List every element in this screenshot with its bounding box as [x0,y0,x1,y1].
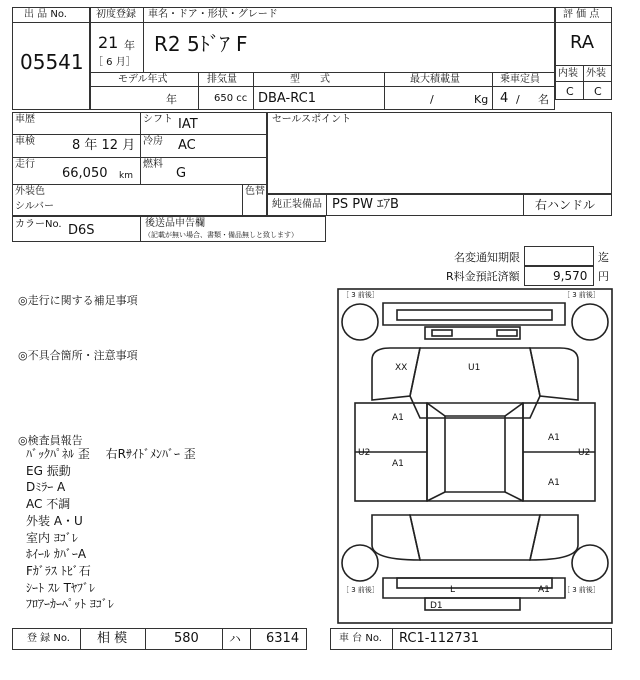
inspector-note: EG 振動 [26,463,71,478]
inspection-label: 車検 [15,136,35,147]
shift-value: IAT [178,117,198,132]
inspector-note: ﾊﾞｯｸﾊﾟﾈﾙ 歪 右Rｻｲﾄﾞﾒﾝﾊﾞｰ 歪 [26,447,196,461]
reg-kana: ハ [229,632,242,646]
sales-point-label: セールスポイント [272,114,352,125]
mark-a1-rear-right: A1 [548,478,560,488]
recycle-value: 9,570 [553,269,588,283]
max-load-label: 最大積載量 [410,74,460,85]
rating: RA [570,32,595,53]
first-reg-year: 21 [98,33,119,52]
displacement: 650 cc [214,93,248,104]
inspector-note: Fｶﾞﾗｽ ﾄﾋﾞ石 [26,563,91,578]
mark-a1-rear: A1 [538,585,550,595]
capacity-label: 乗車定員 [500,74,540,85]
lot-no-label: 出 品 No. [24,9,67,20]
docs-label: 後送品申告欄 [145,218,205,229]
type-label: 型 式 [290,74,330,85]
reg-no-label: 登 録 No. [27,633,70,644]
handle-value: 右ハンドル [535,198,596,212]
interior-label: 内装 [558,68,578,79]
recolor-label: 色替 [245,186,265,197]
inspector-note: ﾎｲｰﾙ ｶﾊﾞｰA [26,547,87,562]
mark-d1: D1 [430,601,443,611]
inspector-note: ｼｰﾄ ｽﾚ Tﾔﾌﾞﾚ [26,580,95,595]
exterior-grade: C [594,85,602,98]
rating-label: 評 価 点 [563,9,600,20]
car-label: 車名・ドア・形状・グレード [148,9,278,20]
color-value: シルバー [15,201,55,212]
chassis-value: RC1-112731 [399,631,480,646]
name-change-unit: 迄 [598,251,609,264]
defects-section-title: ◎不具合箇所・注意事項 [18,349,138,362]
inspector-section-title: ◎検査員報告 [18,434,83,447]
capacity: 4 [500,91,509,106]
equipment-label: 純正装備品 [272,199,322,210]
ac-label: 冷房 [143,136,163,147]
interior-grade: C [566,85,574,98]
color-label: 外装色 [15,186,45,197]
color-no-label: カラーNo. [15,219,62,230]
reg-class: 580 [174,631,199,646]
mark-a1-front-right: A1 [548,433,560,443]
inspector-note: 外装 A・U [26,513,83,528]
capacity-unit: 名 [538,93,549,106]
first-reg-month: ［ 6 月］ [93,57,136,68]
capacity-sep: / [516,93,520,106]
tag-bottom-right: ［ 3 前後］ [563,586,600,594]
load-sep: / [430,93,434,106]
mark-u2-right: U2 [578,448,591,458]
model-year-label: モデル年式 [118,74,168,85]
inspector-note: ﾌﾛｱｰｶｰﾍﾟｯﾄ ﾖｺﾞﾚ [26,597,114,612]
load-unit: Kg [474,93,489,106]
shift-label: シフト [143,114,173,125]
mileage-label: 走行 [15,159,35,170]
first-reg-label: 初度登録 [96,9,136,20]
lot-no: 05541 [20,50,84,74]
inspector-note: AC 不調 [26,497,71,512]
equipment-value: PS PW ｴｱB [332,197,399,212]
displacement-label: 排気量 [207,74,237,85]
mark-xx: XX [395,363,408,373]
exterior-label: 外装 [586,68,606,79]
mark-l-rear: L [450,585,456,595]
driving-section-title: ◎走行に関する補足事項 [18,294,138,307]
inspection-value: 8 年 12 月 [72,138,136,153]
fuel-label: 燃料 [143,159,163,170]
car-name: R2 5ﾄﾞｱ F [154,32,248,56]
reg-num: 6314 [266,631,300,646]
mark-a1-front-left: A1 [392,413,404,423]
mark-a1-rear-left: A1 [392,459,404,469]
mark-u1: U1 [468,363,481,373]
mileage-unit: km [119,171,133,181]
chassis-label: 車 台 No. [339,633,382,644]
name-change-label: 名変通知期限 [454,251,520,264]
recycle-unit: 円 [598,270,609,283]
car-type: DBA-RC1 [258,91,316,106]
docs-note: （記載が無い場合、書類・備品無しと致します） [144,231,298,239]
mark-u2-left: U2 [358,448,371,458]
mileage-value: 66,050 [62,166,108,181]
ac-value: AC [178,138,196,153]
inspector-note: Dﾐﾗｰ A [26,480,66,495]
recycle-label: R料金預託済額 [446,270,520,283]
history-label: 車歴 [15,114,35,125]
color-no-value: D6S [68,223,95,238]
tag-top-right: ［ 3 前後］ [563,291,600,299]
reg-area: 相 模 [97,631,128,646]
model-year-unit: 年 [166,93,177,106]
fuel-value: G [176,166,187,181]
year-unit: 年 [124,39,135,52]
tag-top-left: ［ 3 前後］ [342,291,379,299]
inspector-note: 室内 ﾖｺﾞﾚ [26,530,78,545]
tag-bottom-left: ［ 3 前後］ [342,586,379,594]
